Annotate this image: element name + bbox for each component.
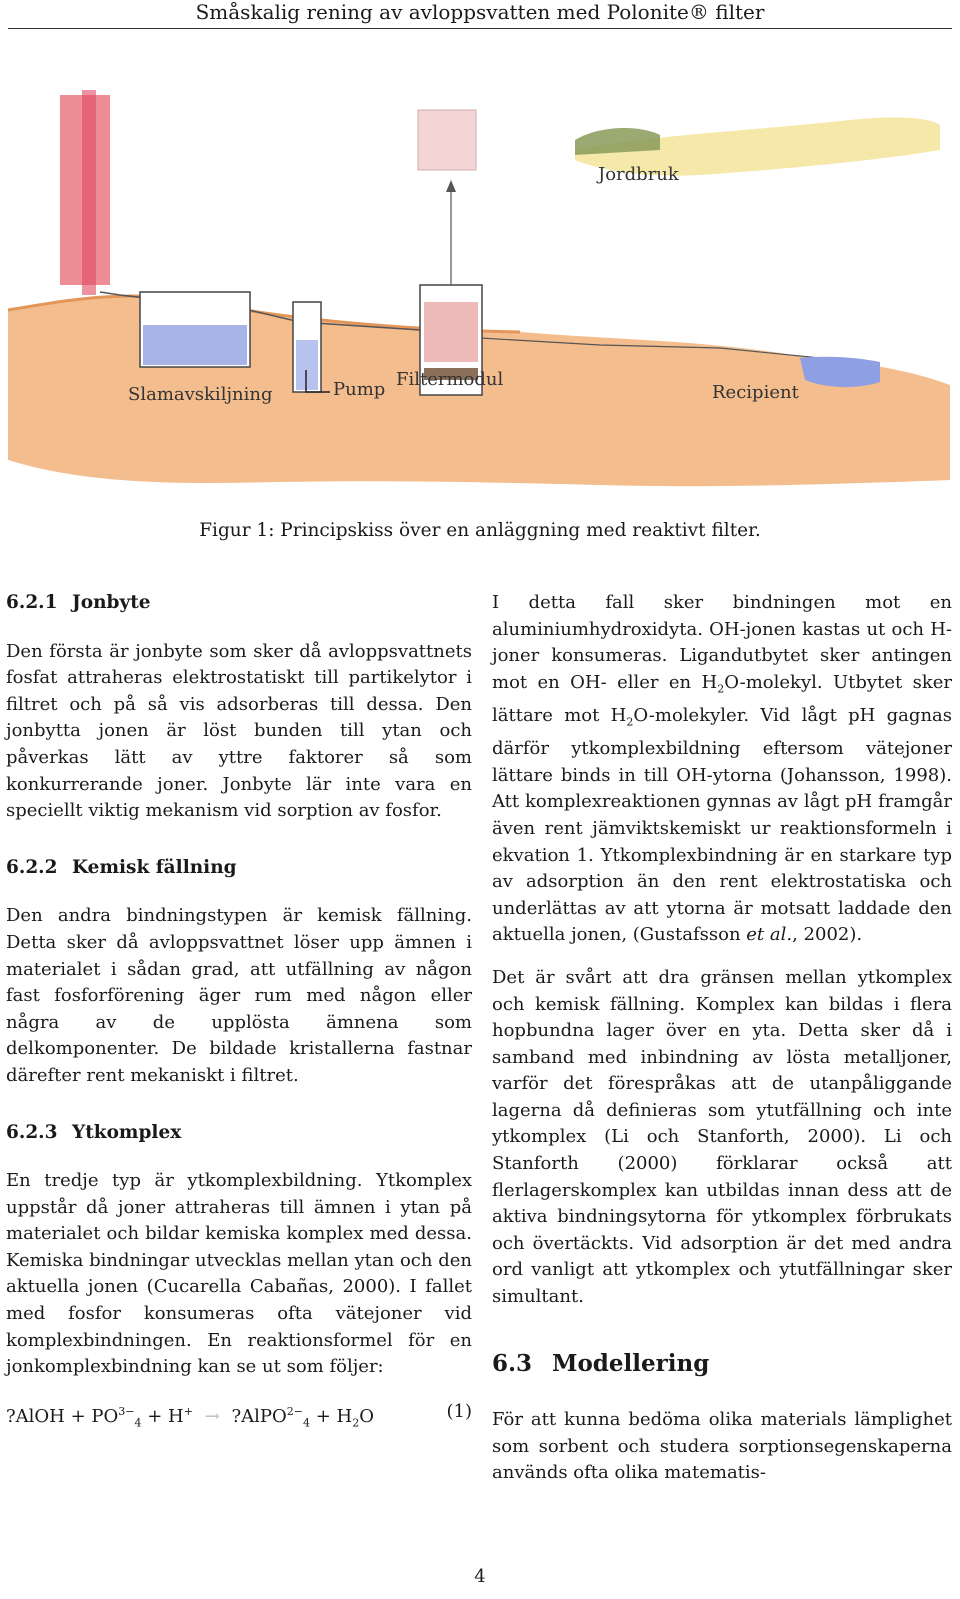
paragraph-aluminium: I detta fall sker bindningen mot en aluminiumhydroxidyta. OH-jonen kastas ut och H-joner konsumeras. Ligandutbytet sker antingen mot en OH- eller en $H_2O$-molekyl. Utbytet sker lättare mot $H_2O$-molekyler. Vid lågt pH gagnas därför ytkomplexbildning eftersom vätejoner lättare binds in till OH-ytorna (Johansson, 1998). Att komplexreaktionen gynnas av lågt pH framgår även rent jämviktskemiskt ur reaktionsformeln i ekvation 1. Ytkomplexbindning är en starkare typ av adsorption än den rent elektrostatiska och underlättas av att ytorna är motsatt laddade den aktuella jonen, (Gustafsson et al., 2002). (492, 592, 952, 946)
heading-title: Jonbyte (72, 592, 151, 613)
figure-schematic (0, 40, 960, 510)
left-column (6, 590, 472, 1437)
paragraph-ytkomplex: En tredje typ är ytkomplexbildning. Ytkomplex uppstår då joner attraheras till ämnen i ytan på materialet och bildar kemiska komplex med dessa. Kemiska bindningar utvecklas mellan ytan och den aktuella jonen (Cucarella Cabañas, 2000). I fallet med fosfor konsumeras ofta vätejoner vid komplexbindningen. En reaktionsformel för en jonkomplexbindning kan se ut som följer: (6, 1170, 472, 1378)
heading-title: Kemisk fällning (72, 856, 237, 878)
equation-arrow: → (204, 1405, 220, 1427)
label-pump: Pump (333, 379, 386, 400)
heading-number: 6.3 (492, 1349, 533, 1377)
heading-title: Modellering (552, 1349, 710, 1377)
page-number: 4 (474, 1566, 486, 1587)
heading-6-2-1 (6, 590, 472, 617)
paragraph-modellering: För att kunna bedöma olika materials lämplighet som sorbent och studera sorptionsegenskaperna används ofta olika matematis- (492, 1409, 952, 1484)
label-farm: Jordbruk (598, 164, 679, 185)
running-header: Småskalig rening av avloppsvatten med Polonite® filter (195, 0, 765, 24)
equation-tag: (1) (446, 1400, 472, 1422)
product-arrowhead (446, 180, 456, 192)
equation-body: ?AlOH + $PO^{3-}_4 + H^+$ → ?AlPO$^{2-}_4$ + $H_2O$ (6, 1404, 374, 1430)
paragraph-jonbyte: Den första är jonbyte som sker då avloppsvattnets fosfat attraheras elektrostatiskt till partikelytor i filtret och på så vis adsorberas till dessa. Den jonbytta jonen är löst bunden till ytan och påverkas lätt av yttre faktorer så som konkurrerande joner. Jonbyte lär inte vara en speciellt viktig mekanism vid sorption av fosfor. (6, 640, 472, 822)
label-recipient: Recipient (712, 382, 799, 403)
figure-caption: Figur 1: Principskiss över en anläggning med reaktivt filter. (199, 520, 761, 541)
pump-water (296, 340, 318, 390)
equation-1 (6, 1399, 472, 1437)
label-sludge: Slamavskiljning (128, 384, 273, 405)
sludge-water (143, 325, 247, 365)
heading-6-3 (492, 1351, 952, 1378)
heading-6-2-2 (6, 855, 472, 882)
heading-title: Ytkomplex (72, 1121, 182, 1143)
heading-6-2-3 (6, 1120, 472, 1147)
paragraph-ytutfallning: Det är svårt att dra gränsen mellan ytkomplex och kemisk fällning. Komplex kan bildas i flera hopbundna lager över en yta. Detta sker då i samband med inbindning av lösta metalljoner, varför det förespråkas att de utanpåliggande lagerna då definieras som ytutfällning och inte ytkomplex (Li och Stanforth, 2000). Li och Stanforth (2000) förklarar också att flerlagerskomplex kan utbildas innan dess att de aktiva bindningsytorna för ytkomplex förbrukats och övertäckts. Vid adsorption är det med andra ord vanligt att ytkomplex och ytutfällningar sker simultant. (492, 966, 952, 1308)
heading-number: 6.2.1 (6, 592, 58, 613)
schematic-svg (0, 40, 960, 510)
heading-number: 6.2.3 (6, 1121, 58, 1143)
right-column (492, 590, 952, 1487)
paragraph-fallning: Den andra bindningstypen är kemisk fällning. Detta sker då avloppsvattnet löser upp ämnen i materialet i sådan grad, att utfällning av någon fast fosforförening äger rum med någon eller några av de upplösta ämnena som delkomponenter. De bildade kristallerna fastnar därefter rent mekaniskt i filtret. (6, 905, 472, 1086)
product-box (418, 110, 476, 170)
house-edge (82, 90, 96, 295)
filter-bed (424, 302, 478, 362)
label-filter: Filtermodul (396, 369, 504, 390)
header-rule (8, 28, 952, 29)
heading-number: 6.2.2 (6, 856, 58, 878)
